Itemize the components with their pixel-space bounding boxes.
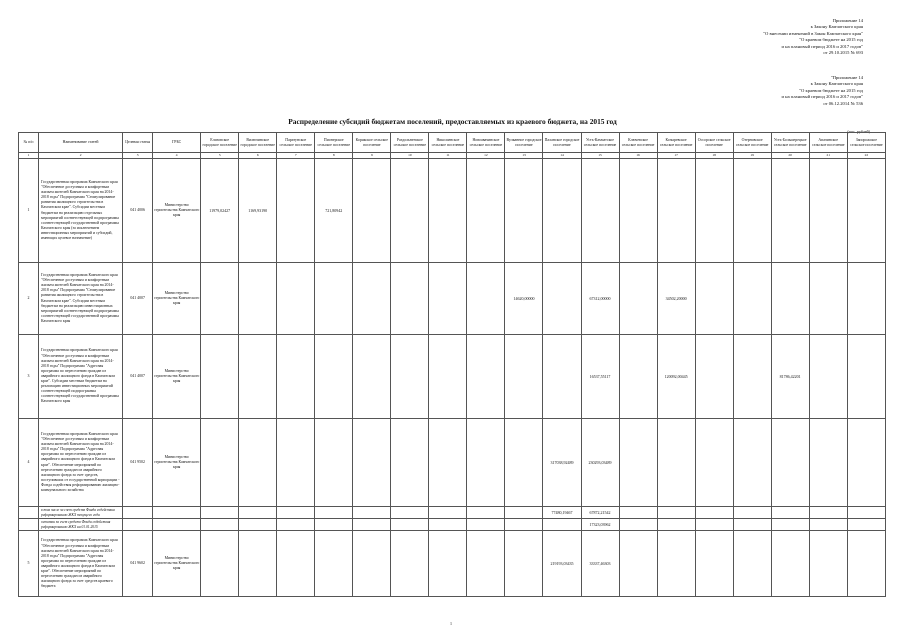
value-cell [429, 419, 467, 507]
value-cell [771, 263, 809, 335]
grbs-cell: Министерство строительства Камчатского края [153, 335, 201, 419]
column-header: Вулканное городское поселение [505, 133, 543, 153]
target-article-cell: 041 9502 [123, 419, 153, 507]
value-cell: 11979,02427 [201, 159, 239, 263]
value-cell [695, 419, 733, 507]
appendix-line: от 06.12.2014 № 536 [823, 100, 863, 106]
row-name-cell: Государственная программа Камчатского края "Обеспечение доступным и комфортным жильем жителей Камчатского края на 2014-2018 годы" Подпрограмма "Стимулирование развития жилищного строительства в Камчатском крае". Субсидии местным бюджетам на реализацию отдельных мероприятий соответствующей подпрограммы соответствующей государственной программы Камчатского края (за исключением инвестиционных мероприятий и субсидий, имеющих целевое назначение) [39, 159, 123, 263]
table-body [19, 159, 886, 597]
grbs-cell: Министерство строительства Камчатского края [153, 159, 201, 263]
value-cell [847, 531, 885, 597]
value-cell [543, 159, 581, 263]
value-cell [847, 159, 885, 263]
row-number-cell [19, 507, 39, 519]
column-header: Запорожское сельское поселение [847, 133, 885, 153]
value-cell [315, 335, 353, 419]
value-cell [315, 507, 353, 519]
target-article-cell [123, 507, 153, 519]
column-number: 15 [581, 153, 619, 159]
value-cell [505, 335, 543, 419]
appendix-line: к Закону Камчатского края [810, 24, 863, 30]
value-cell [733, 531, 771, 597]
table-row [19, 335, 886, 419]
value-cell [771, 531, 809, 597]
value-cell: 14620,00000 [505, 263, 543, 335]
value-cell: 120092,00445 [657, 335, 695, 419]
value-cell [695, 507, 733, 519]
target-article-cell: 041 4007 [123, 263, 153, 335]
appendix-line: Приложение 14 [832, 18, 863, 23]
column-number: 8 [315, 153, 353, 159]
document-title: Распределение субсидий бюджетам поселений, предоставляемых из краевого бюджета, на 2015 год [288, 117, 617, 126]
value-cell [657, 519, 695, 531]
column-header: Вилючинское городское поселение [239, 133, 277, 153]
value-cell [695, 335, 733, 419]
grbs-cell: Министерство строительства Камчатского края [153, 419, 201, 507]
column-number: 3 [123, 153, 153, 159]
value-cell [315, 531, 353, 597]
value-cell: 33337,46303 [581, 531, 619, 597]
column-header: Николаевское сельское поселение [429, 133, 467, 153]
value-cell [315, 519, 353, 531]
column-number: 12 [467, 153, 505, 159]
column-header: Целевая статья [123, 133, 153, 153]
table-row [19, 531, 886, 597]
value-cell [809, 531, 847, 597]
column-number: 11 [429, 153, 467, 159]
value-cell [847, 507, 885, 519]
column-header: Озерновское сельское поселение [733, 133, 771, 153]
value-cell [771, 419, 809, 507]
value-cell [429, 507, 467, 519]
value-cell [467, 419, 505, 507]
value-cell [619, 519, 657, 531]
value-cell [505, 419, 543, 507]
value-cell [809, 159, 847, 263]
value-cell [391, 335, 429, 419]
grbs-cell [153, 519, 201, 531]
row-number-cell: 2 [19, 263, 39, 335]
value-cell [733, 335, 771, 419]
value-cell [467, 335, 505, 419]
value-cell [505, 507, 543, 519]
value-cell [733, 507, 771, 519]
page-number: 1 [450, 621, 452, 626]
appendix-line: "О внесении изменений в Закон Камчатского края" [763, 30, 863, 36]
value-cell: 67872,21542 [581, 507, 619, 519]
table-row [19, 263, 886, 335]
row-name-cell: в том числе за счет средств Фонда содействия реформированию ЖКХ текущего года [39, 507, 123, 519]
column-number: 20 [771, 153, 809, 159]
value-cell [391, 519, 429, 531]
column-header: Паланское городское поселение [543, 133, 581, 153]
value-cell [847, 419, 885, 507]
table-subrow [19, 507, 886, 519]
value-cell [277, 531, 315, 597]
value-cell [809, 263, 847, 335]
value-cell [391, 507, 429, 519]
appendix-header-current [763, 18, 863, 56]
column-number: 17 [657, 153, 695, 159]
value-cell [391, 531, 429, 597]
value-cell [277, 335, 315, 419]
column-number: 7 [277, 153, 315, 159]
value-cell [239, 335, 277, 419]
value-cell [695, 519, 733, 531]
value-cell [505, 531, 543, 597]
value-cell [277, 519, 315, 531]
value-cell: 81786,42201 [771, 335, 809, 419]
column-number: 2 [39, 153, 123, 159]
value-cell [467, 263, 505, 335]
value-cell [239, 507, 277, 519]
value-cell [201, 519, 239, 531]
value-cell [201, 419, 239, 507]
value-cell [619, 419, 657, 507]
value-cell [733, 263, 771, 335]
value-cell [505, 159, 543, 263]
target-article-cell: 041 9602 [123, 531, 153, 597]
value-cell [619, 159, 657, 263]
row-number-cell [19, 519, 39, 531]
value-cell [581, 159, 619, 263]
column-header: № п/п [19, 133, 39, 153]
value-cell [695, 159, 733, 263]
value-cell [239, 531, 277, 597]
value-cell [771, 159, 809, 263]
target-article-cell: 041 4006 [123, 159, 153, 263]
table-row [19, 159, 886, 263]
value-cell [657, 159, 695, 263]
column-number: 13 [505, 153, 543, 159]
value-cell [619, 335, 657, 419]
value-cell [353, 335, 391, 419]
value-cell [467, 159, 505, 263]
table-row [19, 419, 886, 507]
row-number-cell: 1 [19, 159, 39, 263]
value-cell [809, 519, 847, 531]
value-cell [277, 263, 315, 335]
row-number-cell: 5 [19, 531, 39, 597]
value-cell [505, 519, 543, 531]
row-name-cell: Государственная программа Камчатского края "Обеспечение доступным и комфортным жильем жителей Камчатского края на 2014-2018 годы" Подпрограмма "Адресная программа по переселению граждан из аварийного жилищного фонда в Камчатском крае". Обеспечение мероприятий по переселению граждан из аварийного жилищного фонда за счет средств, поступивших от государственной корпорации - Фонда содействия реформированию жилищно-коммунального хозяйства [39, 419, 123, 507]
value-cell [543, 263, 581, 335]
column-header: Паратунское сельское поселение [277, 133, 315, 153]
column-header: Елизовское городское поселение [201, 133, 239, 153]
value-cell [771, 507, 809, 519]
value-cell [429, 335, 467, 419]
value-cell [201, 531, 239, 597]
appendix-line: "Приложение 14 [830, 75, 863, 80]
value-cell [201, 263, 239, 335]
value-cell [239, 519, 277, 531]
column-number: 14 [543, 153, 581, 159]
value-cell [429, 519, 467, 531]
value-cell [353, 159, 391, 263]
value-cell [847, 335, 885, 419]
value-cell [619, 263, 657, 335]
row-name-cell: остатки за счет средств Фонда содействия реформированию ЖКХ на 01.01.2015 [39, 519, 123, 531]
value-cell [809, 335, 847, 419]
value-cell [353, 519, 391, 531]
column-number: 9 [353, 153, 391, 159]
column-header: Усть-Большерецкое сельское поселение [771, 133, 809, 153]
column-number: 4 [153, 153, 201, 159]
value-cell [429, 531, 467, 597]
target-article-cell: 041 4007 [123, 335, 153, 419]
column-header: Усть-Камчатское сельское поселение [581, 133, 619, 153]
value-cell [695, 263, 733, 335]
value-cell: 17323,03962 [581, 519, 619, 531]
table-header-row [19, 133, 886, 153]
value-cell [201, 507, 239, 519]
row-number-cell: 3 [19, 335, 39, 419]
value-cell [657, 507, 695, 519]
value-cell [657, 531, 695, 597]
column-number: 10 [391, 153, 429, 159]
value-cell [239, 263, 277, 335]
column-number: 6 [239, 153, 277, 159]
value-cell [391, 263, 429, 335]
value-cell [809, 507, 847, 519]
value-cell [619, 531, 657, 597]
subsidy-table [18, 132, 886, 597]
value-cell [353, 531, 391, 597]
value-cell [809, 419, 847, 507]
column-header: Козыревское сельское поселение [657, 133, 695, 153]
column-header: Наименование статей [39, 133, 123, 153]
value-cell [391, 419, 429, 507]
value-cell [429, 159, 467, 263]
row-name-cell: Государственная программа Камчатского края "Обеспечение доступным и комфортным жильем жителей Камчатского края на 2014-2018 годы" Подпрограмма "Адресная программа по переселению граждан из аварийного жилищного фонда в Камчатском крае". Обеспечение мероприятий по переселению граждан из аварийного жилищного фонда за счет средств краевого бюджета [39, 531, 123, 597]
value-cell: 34502,20000 [657, 263, 695, 335]
value-cell [467, 519, 505, 531]
value-cell [771, 519, 809, 531]
target-article-cell [123, 519, 153, 531]
value-cell [201, 335, 239, 419]
value-cell: 77480,19467 [543, 507, 581, 519]
value-cell [429, 263, 467, 335]
value-cell: 67312,00000 [581, 263, 619, 335]
units-label: (тыс. рублей) [847, 129, 870, 134]
value-cell: 230293,03489 [581, 419, 619, 507]
column-number: 22 [847, 153, 885, 159]
column-header: Ключевское сельское поселение [619, 133, 657, 153]
grbs-cell: Министерство строительства Камчатского края [153, 531, 201, 597]
appendix-line: к Закону Камчатского края [810, 81, 863, 87]
grbs-cell: Министерство строительства Камчатского края [153, 263, 201, 335]
value-cell [543, 519, 581, 531]
appendix-line: "О краевом бюджете на 2015 год [799, 87, 863, 93]
column-header: Апачинское сельское поселение [809, 133, 847, 153]
grbs-cell [153, 507, 201, 519]
column-number: 5 [201, 153, 239, 159]
value-cell [847, 263, 885, 335]
value-cell: 317038,92489 [543, 419, 581, 507]
value-cell [239, 419, 277, 507]
row-name-cell: Государственная программа Камчатского края "Обеспечение доступным и комфортным жильем жителей Камчатского края на 2014-2018 годы" Подпрограмма "Адресная программа по переселению граждан из аварийного жилищного фонда в Камчатском крае". Субсидии местным бюджетам на реализацию инвестиционных мероприятий соответствующей подпрограммы соответствующей государственной программы Камчатского края [39, 335, 123, 419]
value-cell [733, 159, 771, 263]
value-cell [277, 507, 315, 519]
appendix-header-original [782, 75, 863, 107]
value-cell [847, 519, 885, 531]
value-cell [353, 263, 391, 335]
column-number: 19 [733, 153, 771, 159]
column-header: Корякское сельское поселение [353, 133, 391, 153]
table-subrow [19, 519, 886, 531]
column-header: Раздольненское сельское поселение [391, 133, 429, 153]
appendix-line: и на плановый период 2016 и 2017 годов" [781, 43, 863, 49]
value-cell [543, 335, 581, 419]
value-cell [277, 159, 315, 263]
column-number: 18 [695, 153, 733, 159]
column-number: 21 [809, 153, 847, 159]
value-cell [277, 419, 315, 507]
value-cell [619, 507, 657, 519]
appendix-line: "О краевом бюджете на 2015 год [799, 37, 863, 43]
column-header: ГРБС [153, 133, 201, 153]
column-number: 16 [619, 153, 657, 159]
row-name-cell: Государственная программа Камчатского края "Обеспечение доступным и комфортным жильем жителей Камчатского края на 2014-2018 годы" Подпрограмма "Стимулирование развития жилищного строительства в Камчатском крае". Субсидии местным бюджетам на реализацию инвестиционных мероприятий соответствующей подпрограммы соответствующей государственной программы Камчатского края [39, 263, 123, 335]
value-cell [391, 159, 429, 263]
value-cell [657, 419, 695, 507]
column-header: Оссорское сельское поселение [695, 133, 733, 153]
value-cell [467, 507, 505, 519]
value-cell: 721,80942 [315, 159, 353, 263]
value-cell [733, 519, 771, 531]
appendix-line: от 29.10.2015 № 693 [823, 50, 863, 56]
value-cell: 16537,55117 [581, 335, 619, 419]
appendix-line: и на плановый период 2016 и 2017 годов" [781, 94, 863, 100]
value-cell [695, 531, 733, 597]
value-cell: 1169,93190 [239, 159, 277, 263]
value-cell [315, 263, 353, 335]
row-number-cell: 4 [19, 419, 39, 507]
column-header: Новоавачинское сельское поселение [467, 133, 505, 153]
value-cell [467, 531, 505, 597]
value-cell [353, 419, 391, 507]
value-cell: 219193,03435 [543, 531, 581, 597]
value-cell [733, 419, 771, 507]
column-header: Пионерское сельское поселение [315, 133, 353, 153]
value-cell [315, 419, 353, 507]
column-number: 1 [19, 153, 39, 159]
value-cell [353, 507, 391, 519]
